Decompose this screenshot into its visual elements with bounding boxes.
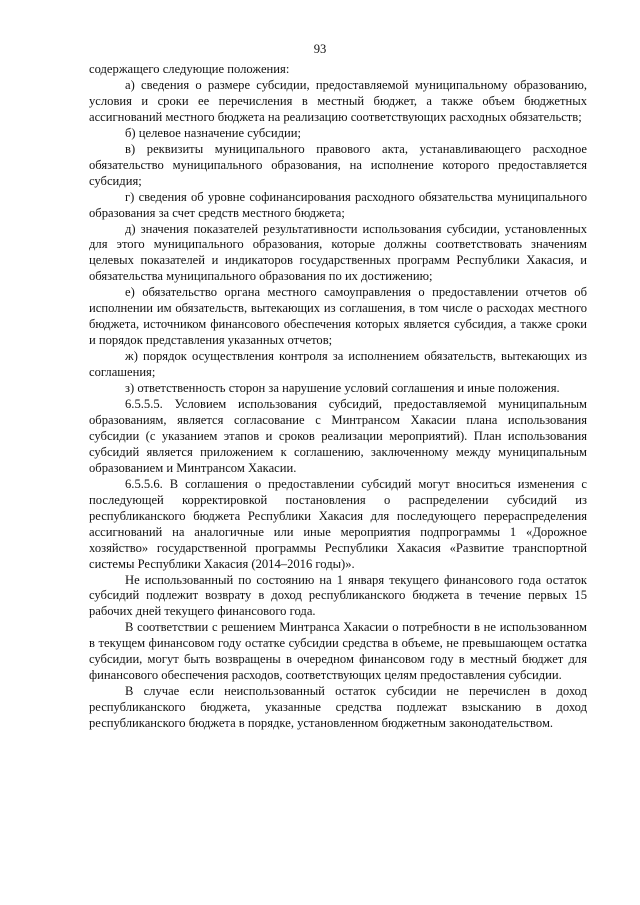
- list-item-e: е) обязательство органа местного самоуправления о предоставлении отчетов об исполнении им обязательств, вытекающих из соглашения, в том числе о расходах местного бюджета, источником финансового обеспечения которых является субсидия, а также сроки и порядок представления указанных отчетов;: [89, 285, 587, 348]
- document-body: [89, 62, 587, 732]
- page-number: 93: [313, 42, 327, 56]
- paragraph-return-decision: В соответствии с решением Минтранса Хакасии о потребности в не использованном в текущем финансовом году остатке субсидии средства в объеме, не превышающем остатка субсидии, могут быть возвращены в очередном финансовом году в местный бюджет для финансового обеспечения расходов, соответствующих целям предоставления субсидии.: [89, 620, 587, 683]
- list-item-z: з) ответственность сторон за нарушение условий соглашения и иные положения.: [125, 381, 560, 396]
- paragraph-intro: содержащего следующие положения:: [89, 62, 290, 76]
- list-item-b: б) целевое назначение субсидии;: [125, 125, 301, 140]
- list-item-g: г) сведения об уровне софинансирования расходного обязательства муниципального образования за счет средств местного бюджета;: [89, 189, 587, 220]
- paragraph-unused-balance: Не использованный по состоянию на 1 января текущего финансового года остаток субсидий подлежит возврату в доход республиканского бюджета в течение первых 15 рабочих дней текущего финансового года.: [89, 572, 587, 619]
- list-item-zh: ж) порядок осуществления контроля за исполнением обязательств, вытекающих из соглашения;: [89, 349, 587, 380]
- list-item-d: д) значения показателей результативности использования субсидии, установленных для этого муниципального образования, которые должны соответствовать значениям целевых показателей и индикаторов государственных программ Республики Хакасия, и обязательства муниципального образования по их достижению;: [89, 221, 587, 284]
- list-item-a: а) сведения о размере субсидии, предоставляемой муниципальному образованию, условия и сроки ее перечисления в местный бюджет, а также объем бюджетных ассигнований местного бюджета на реализацию соответствующих расходных обязательств;: [89, 77, 587, 124]
- clause-6-5-5-6: 6.5.5.6. В соглашения о предоставлении субсидий могут вноситься изменения с последующей корректировкой постановления о распределении субсидий из республиканского бюджета Республики Хакасия для последующего перераспределения ассигнований на аналогичные или иные мероприятия подпрограммы 1 «Дорожное хозяйство» государственной программы Республики Хакасия «Развитие транспортной системы Республики Хакасия (2014–2016 годы)».: [89, 476, 587, 571]
- list-item-v: в) реквизиты муниципального правового акта, устанавливающего расходное обязательство муниципального образования, на исполнение которого предоставляется субсидия;: [89, 141, 587, 188]
- paragraph-recovery: В случае если неиспользованный остаток субсидии не перечислен в доход республиканского бюджета, указанные средства подлежат взысканию в доход республиканского бюджета в порядке, установленном бюджетным законодательством.: [89, 684, 587, 731]
- clause-6-5-5-5: 6.5.5.5. Условием использования субсидий, предоставляемой муниципальным образованиям, является согласование с Минтрансом Хакасии плана использования субсидии (с указанием этапов и сроков реализации мероприятий). План использования субсидий является приложением к соглашению, заключенному между муниципальным образованием и Минтрансом Хакасии.: [89, 397, 587, 475]
